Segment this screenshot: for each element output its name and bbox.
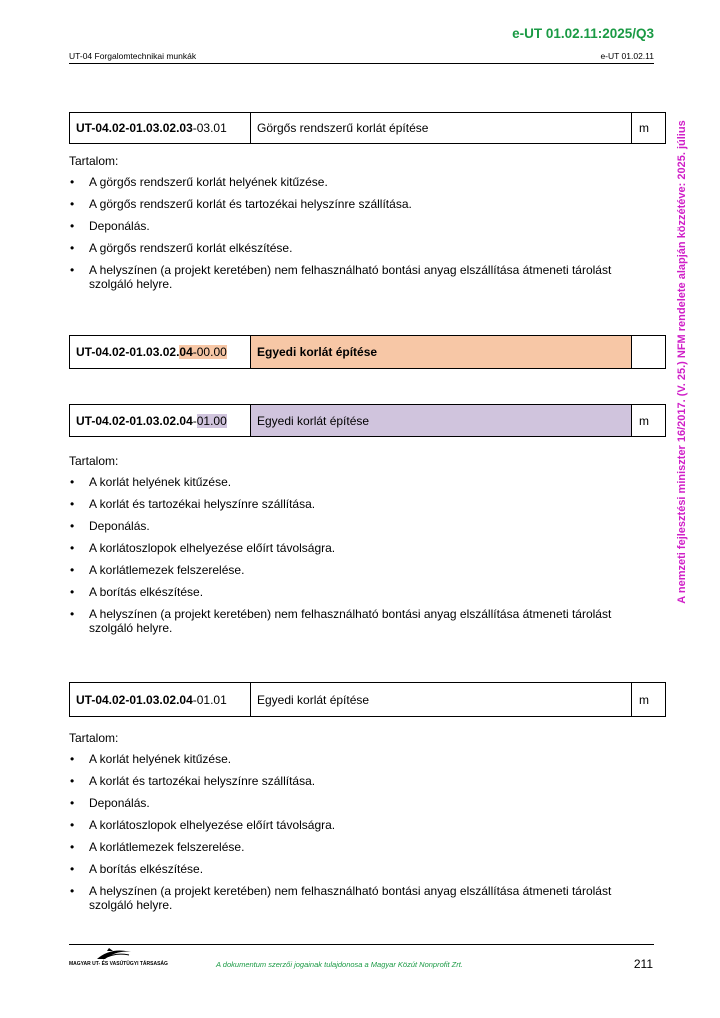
item-content-1 (69, 154, 629, 299)
item-table-4 (69, 682, 666, 717)
item-content-3 (69, 454, 629, 643)
page-number: 211 (633, 957, 653, 971)
item-content-4 (69, 731, 629, 920)
list-item: • A korlátoszlopok elhelyezése előírt távolságra. (69, 818, 629, 832)
list-item: • A görgős rendszerű korlát és tartozékai helyszínre szállítása. (69, 197, 629, 211)
running-header (69, 51, 654, 64)
item-code-tail: -01.01 (192, 692, 227, 707)
list-item: • A görgős rendszerű korlát elkészítése. (69, 241, 629, 255)
item-code-highlight: 01.00 (196, 413, 227, 428)
item-code-main: UT-04.02-01.03.02.03 (76, 121, 193, 135)
list-item: • A korlátlemezek felszerelése. (69, 840, 629, 854)
item-code (70, 405, 251, 437)
item-code (70, 113, 251, 144)
side-publication-note (673, 96, 691, 628)
side-note-text: A nemzeti fejlesztési miniszter 16/2017. (V. 25.) NFM rendelete alapján közzétéve: 2025. július (676, 120, 688, 604)
item-code-sep: - (192, 413, 197, 428)
item-unit: m (632, 113, 666, 144)
content-label: Tartalom: (69, 154, 119, 168)
item-code-main: UT-04.02-01.03.02.04 (76, 692, 193, 707)
item-title: Egyedi korlát építése (251, 405, 632, 437)
list-item: • A korlát és tartozékai helyszínre szállítása. (69, 774, 629, 788)
item-unit (632, 336, 666, 369)
list-item: • A helyszínen (a projekt keretében) nem felhasználható bontási anyag elszállítása átmeneti tárolást szolgáló helyre. (69, 607, 629, 635)
content-label: Tartalom: (69, 731, 119, 745)
item-code (70, 336, 251, 369)
item-unit: m (632, 405, 666, 437)
list-item: • A görgős rendszerű korlát helyének kitűzése. (69, 175, 629, 189)
content-list (69, 175, 629, 291)
item-title: Egyedi korlát építése (251, 683, 632, 717)
logo-swoosh-icon (69, 946, 169, 962)
item-table-1 (69, 112, 666, 144)
item-title: Görgős rendszerű korlát építése (251, 113, 632, 144)
item-title-text: Egyedi korlát építése (257, 345, 378, 359)
list-item: • Deponálás. (69, 219, 629, 233)
list-item: • A korlátoszlopok elhelyezése előírt távolságra. (69, 541, 629, 555)
item-code-main: UT-04.02-01.03.02.04 (76, 413, 193, 428)
item-code (70, 683, 251, 717)
header-chapter: UT-04 Forgalomtechnikai munkák (69, 51, 197, 61)
item-code-highlight: 04 (179, 345, 193, 359)
item-unit: m (632, 683, 666, 717)
list-item: • Deponálás. (69, 519, 629, 533)
item-code-main: UT-04.02-01.03.02. (76, 345, 180, 359)
organization-logo (69, 946, 169, 970)
item-table-2 (69, 335, 666, 369)
list-item: • A helyszínen (a projekt keretében) nem felhasználható bontási anyag elszállítása átmeneti tárolást szolgáló helyre. (69, 884, 629, 912)
list-item: • A korlát helyének kitűzése. (69, 752, 629, 766)
item-title (251, 336, 632, 369)
item-code-tail: -03.01 (192, 121, 227, 135)
content-list (69, 475, 629, 635)
footer-rule (69, 944, 654, 945)
list-item: • A borítás elkészítése. (69, 585, 629, 599)
item-table-3 (69, 404, 666, 437)
list-item: • A korlát helyének kitűzése. (69, 475, 629, 489)
organization-name: MAGYAR UT- ÉS VASÚTÜGYI TÁRSASÁG (69, 961, 168, 967)
item-code-tail: -00.00 (192, 345, 227, 359)
list-item: • A korlát és tartozékai helyszínre szállítása. (69, 497, 629, 511)
list-item: • A korlátlemezek felszerelése. (69, 563, 629, 577)
content-list (69, 752, 629, 912)
list-item: • A helyszínen (a projekt keretében) nem felhasználható bontási anyag elszállítása átmeneti tárolást szolgáló helyre. (69, 263, 629, 291)
list-item: • Deponálás. (69, 796, 629, 810)
header-doc-id: e-UT 01.02.11 (600, 51, 654, 61)
list-item: • A borítás elkészítése. (69, 862, 629, 876)
copyright-notice: A dokumentum szerzői jogainak tulajdonosa a Magyar Közút Nonprofit Zrt. (216, 960, 463, 969)
document-code: e-UT 01.02.11:2025/Q3 (512, 26, 654, 41)
content-label: Tartalom: (69, 454, 119, 468)
